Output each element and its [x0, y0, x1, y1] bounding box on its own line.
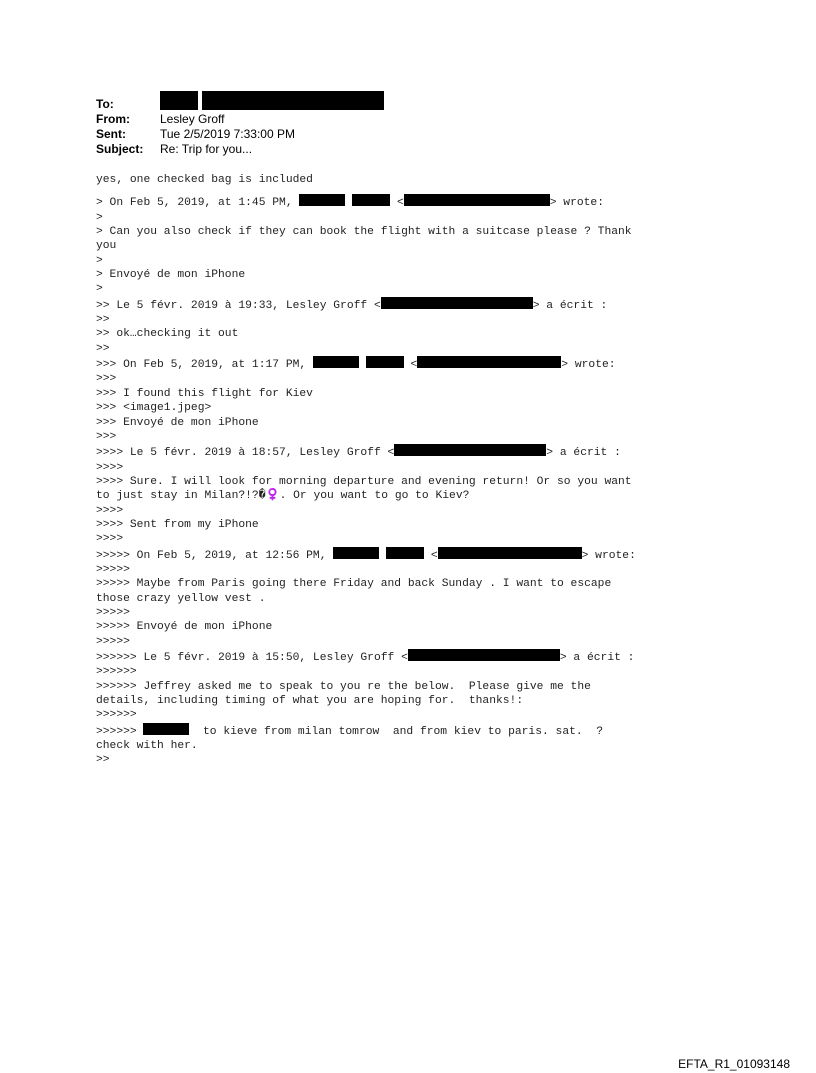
redaction-block [381, 297, 533, 309]
quote-text: < [410, 359, 418, 372]
quote-text: >>>>>> [96, 725, 137, 738]
quote-line [96, 356, 716, 372]
spacer [96, 187, 716, 194]
quote-line: >>>>> Envoyé de mon iPhone [96, 621, 273, 634]
quote-text: > a écrit : [559, 652, 635, 664]
quote-line [96, 297, 716, 313]
quote-text: > a écrit : [546, 447, 621, 460]
quote-text: > wrote: [549, 197, 604, 210]
quote-line [96, 649, 716, 665]
quote-line: > [96, 254, 103, 267]
quote-line: >> ok…checking it out [96, 328, 239, 341]
quote-line: >> [96, 754, 110, 767]
quote-line: >>> [96, 373, 117, 386]
document-id: EFTA_R1_01093148 [678, 1057, 790, 1071]
quote-text: >> Le 5 févr. 2019 à 19:33, Lesley Groff < [96, 299, 381, 312]
quote-line: to just stay in Milan?!?�♀️. Or you want to go to Kiev? [96, 490, 470, 503]
sent-value: Tue 2/5/2019 7:33:00 PM [160, 127, 295, 141]
quote-text: > wrote: [581, 549, 636, 562]
quote-text: to kieve from milan tomrow and from kiev to paris. sat. ? [189, 725, 604, 738]
quote-line: >>>>>> [96, 666, 137, 679]
reply-line: yes, one checked bag is included [96, 174, 313, 186]
quote-line: you [96, 240, 117, 253]
to-redactions [160, 91, 388, 110]
quote-line: >>>> [96, 461, 124, 474]
quote-line: >> [96, 314, 110, 327]
from-label: From: [96, 112, 130, 126]
quote-line: > [96, 283, 103, 296]
quote-line: >>>>>> Jeffrey asked me to speak to you re the below. Please give me the [96, 680, 591, 693]
redaction-block [202, 91, 384, 110]
quote-line: > Envoyé de mon iPhone [96, 269, 246, 282]
redaction-block [386, 547, 424, 559]
quote-line [96, 547, 716, 563]
redaction-block [408, 649, 560, 661]
quote-line: >>>>>> [96, 709, 137, 722]
quote-line: >>>>> [96, 563, 130, 576]
quote-text: >>>> Le 5 févr. 2019 à 18:57, Lesley Groff < [96, 447, 395, 460]
sent-label: Sent: [96, 127, 126, 141]
quote-line: > Can you also check if they can book the flight with a suitcase please ? Thank [96, 226, 632, 239]
quote-line: check with her. [96, 740, 198, 753]
quote-line: >>>>> [96, 635, 130, 648]
quote-line: >>> I found this flight for Kiev [96, 387, 313, 400]
email-body [96, 173, 716, 768]
redaction-block [394, 444, 546, 456]
quote-line: those crazy yellow vest . [96, 592, 266, 605]
quote-line: >>>> [96, 533, 124, 546]
redaction-block [313, 356, 359, 368]
quote-line: >>> Envoyé de mon iPhone [96, 416, 259, 429]
from-value: Lesley Groff [160, 112, 225, 126]
redaction-block [160, 91, 198, 110]
redaction-block [366, 356, 404, 368]
quote-line: > [96, 211, 103, 224]
redaction-block [352, 194, 390, 206]
quote-text: >>>>>> Le 5 févr. 2019 à 15:50, Lesley Groff < [96, 652, 408, 664]
quote-line: >>>>> Maybe from Paris going there Friday and back Sunday . I want to escape [96, 578, 612, 591]
redaction-block [438, 547, 582, 559]
quote-text: < [396, 197, 404, 210]
quote-text: > a écrit : [532, 299, 608, 312]
quote-line: >> [96, 342, 110, 355]
quote-line [96, 194, 716, 210]
redaction-block [299, 194, 345, 206]
quote-line [96, 444, 716, 460]
quote-text: >>> On Feb 5, 2019, at 1:17 PM, [96, 359, 307, 372]
quote-line: >>> <image1.jpeg> [96, 402, 212, 415]
redaction-block [404, 194, 550, 206]
redaction-block [417, 356, 561, 368]
to-label: To: [96, 97, 114, 111]
subject-label: Subject: [96, 142, 144, 156]
redaction-block [333, 547, 379, 559]
subject-value: Re: Trip for you... [160, 142, 253, 156]
quote-line: >>> [96, 430, 117, 443]
quote-line: >>>> Sent from my iPhone [96, 518, 259, 531]
quote-line: >>>> Sure. I will look for morning departure and evening return! Or so you want [96, 475, 632, 488]
redaction-block [143, 723, 189, 735]
quote-text: > On Feb 5, 2019, at 1:45 PM, [96, 197, 293, 210]
quote-text: >>>>> On Feb 5, 2019, at 12:56 PM, [96, 549, 327, 562]
quote-text: > wrote: [561, 359, 616, 372]
quote-text: < [430, 549, 438, 562]
quote-line [96, 723, 716, 739]
quote-line: >>>> [96, 504, 124, 517]
quote-line: details, including timing of what you are hoping for. thanks!: [96, 695, 524, 708]
quote-line: >>>>> [96, 606, 130, 619]
